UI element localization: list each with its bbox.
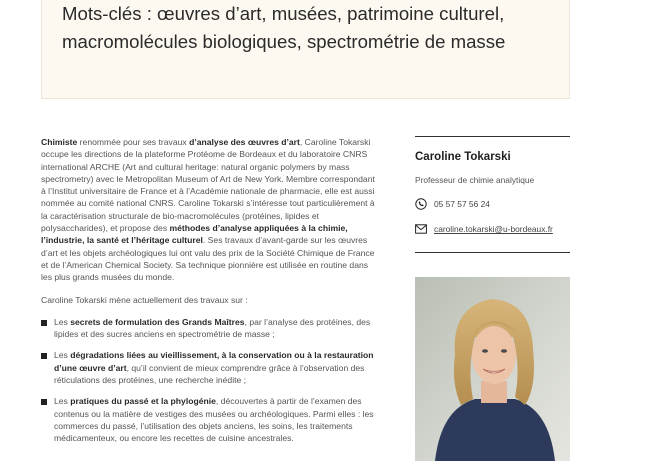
email-link[interactable]: caroline.tokarski@u-bordeaux.fr (434, 224, 553, 234)
list-item-text: , par l’analyse des protéines, des lipides et des sucres anciens en spectrométrie de masse ; (54, 316, 371, 340)
keywords-heading: Mots-clés : œuvres d’art, musées, patrimoine culturel, macromolécules biologiques, spectrométrie de masse (62, 3, 506, 52)
email-row[interactable] (415, 223, 570, 235)
envelope-icon (415, 223, 427, 235)
list-item-strong: secrets de formulation des Grands Maîtres (70, 316, 245, 327)
intro-strong-1: Chimiste (41, 137, 78, 147)
intro-paragraph (41, 136, 381, 284)
intro-text-1: renommée pour ses travaux (77, 137, 190, 147)
divider (415, 252, 570, 253)
list-item-text: Les (54, 316, 71, 327)
intro-strong-2: d’analyse des œuvres d’art (189, 137, 300, 147)
contact-card (415, 136, 570, 235)
list-item (41, 316, 381, 341)
list-item (41, 395, 381, 444)
main-content (41, 136, 381, 454)
intro-text-3: . Ses travaux d’avant-garde sur les œuvres d’art et les objets archéologiques lui ont valu des prix de la Société Chimique de France et de l’American Chemical Society. Sa technique pionnière est utilisée en routine dans les plus grands musées du monde. (41, 235, 375, 283)
list-item-strong: dégradations liées au vieillissement, à la conservation ou à la restauration d’une œuvre d’art (54, 350, 374, 373)
lead-paragraph: Caroline Tokarski mène actuellement des travaux sur : (41, 294, 248, 305)
research-list (41, 316, 381, 445)
square-bullet-icon (41, 353, 47, 359)
list-item-strong: pratiques du passé et la phylogénie (70, 396, 216, 407)
list-item-text: Les (54, 396, 71, 407)
phone-icon (415, 198, 427, 210)
list-item (41, 349, 381, 386)
square-bullet-icon (41, 320, 47, 326)
list-item-text: , qu’il convient de mieux comprendre grâce à l’observation des réticulations des protéines, une recherche inédite ; (54, 362, 365, 386)
list-item-text: Les (54, 350, 71, 361)
divider (415, 136, 570, 137)
portrait-photo (415, 277, 570, 461)
list-item-text: , découvertes à partir de l’examen des contenus ou la matière de vestiges des musées ou archéologiques. Parmi elles : les commerces du passé, l’utilisation des objets anciens, les soins, les traitements médicamenteux, ou encore les recettes de cuisine ancestrales. (54, 396, 374, 444)
square-bullet-icon (41, 399, 47, 405)
contact-name: Caroline Tokarski (415, 151, 511, 163)
phone-number: 05 57 57 56 24 (434, 199, 490, 209)
intro-text-2: , Caroline Tokarski occupe les directions de la plateforme Protéome de Bordeaux et du laboratoire CNRS international ARCHE (Art and cultural heritage: natural organic polymers by mass spectrometry) avec le Metropolitan Museum of Art de New York. Membre correspondant à l’Institut universitaire de France et à l’Académie nationale de pharmacie, elle est aussi nommée au comité national CNRS. Caroline Tokarski s’intéresse tout particulièrement à la caractérisation structurale de bio-macromolécules (protéines, lipides et polysaccharides), et propose des (41, 137, 375, 234)
contact-role: Professeur de chimie analytique (415, 175, 535, 185)
phone-row[interactable] (415, 198, 570, 210)
intro-strong-3: méthodes d’analyse appliquées à la chimie, l’industrie, la santé et l’héritage culturel (41, 223, 348, 246)
